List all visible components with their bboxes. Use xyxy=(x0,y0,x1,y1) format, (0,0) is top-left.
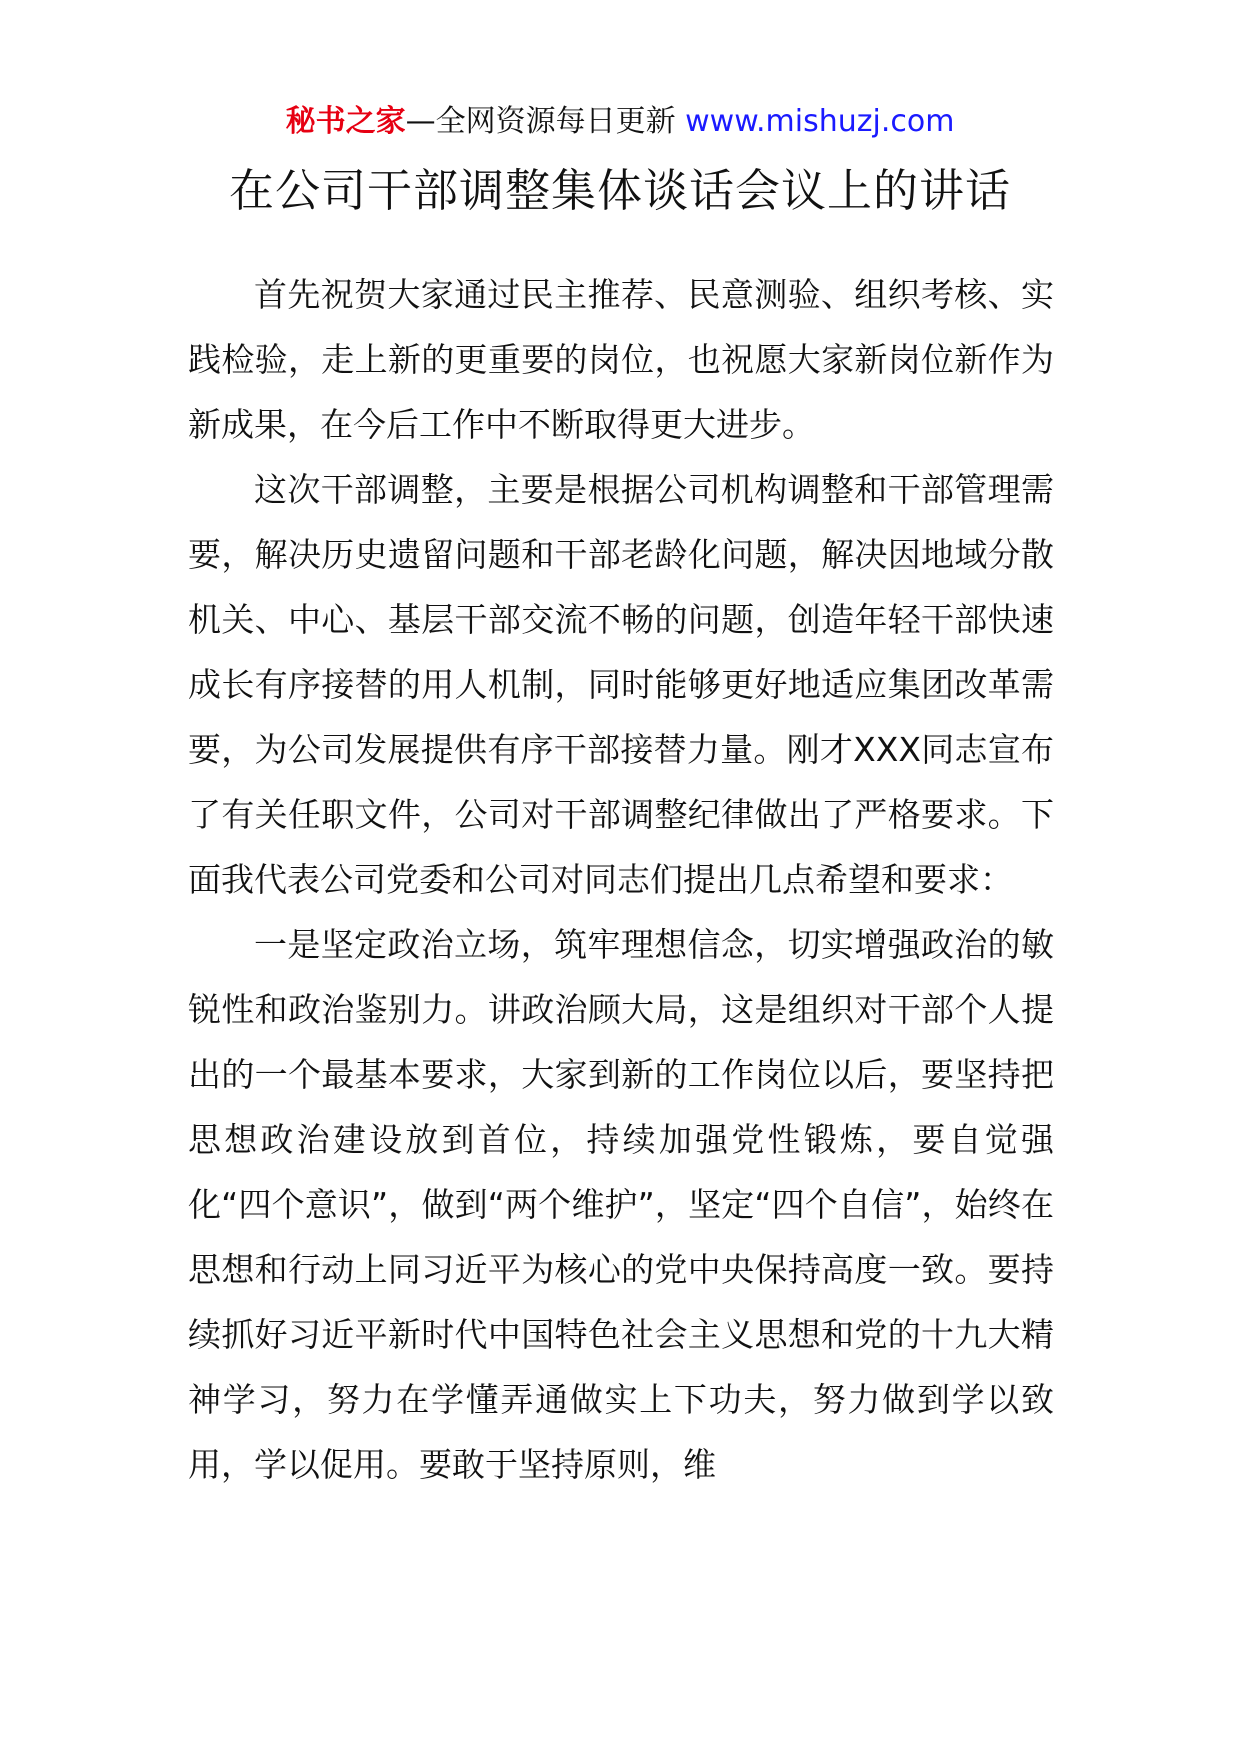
site-url-link[interactable]: www.mishuzj.com xyxy=(685,104,955,139)
paragraph-point-one: 一是坚定政治立场，筑牢理想信念，切实增强政治的敏锐性和政治鉴别力。讲政治顾大局，这是组织对干部个人提出的一个最基本要求，大家到新的工作岗位以后，要坚持把思想政治建设放到首位，持续加强党性锻炼，要自觉强化“四个意识”，做到“两个维护”，坚定“四个自信”，始终在思想和行动上同习近平为核心的党中央保持高度一致。要持续抓好习近平新时代中国特色社会主义思想和党的十九大精神学习，努力在学懂弄通做实上下功夫，努力做到学以致用，学以促用。要敢于坚持原则，维 xyxy=(188,925,1054,1484)
paragraph-congratulations: 首先祝贺大家通过民主推荐、民意测验、组织考核、实践检验，走上新的更重要的岗位，也祝愿大家新岗位新作为新成果，在今后工作中不断取得更大进步。 xyxy=(188,275,1054,444)
document-title: 在公司干部调整集体谈话会议上的讲话 xyxy=(228,164,1011,217)
paragraph-adjustment-purpose: 这次干部调整，主要是根据公司机构调整和干部管理需要，解决历史遗留问题和干部老龄化问题，解决因地域分散机关、中心、基层干部交流不畅的问题，创造年轻干部快速成长有序接替的用人机制，同时能够更好地适应集团改革需要，为公司发展提供有序干部接替力量。刚才XXX同志宣布了有关任职文件，公司对干部调整纪律做出了严格要求。下面我代表公司党委和公司对同志们提出几点希望和要求： xyxy=(188,470,1054,899)
site-tagline: —全网资源每日更新 xyxy=(405,104,676,139)
document-body xyxy=(188,262,1054,1497)
brand-name: 秘书之家 xyxy=(285,104,406,139)
site-header xyxy=(0,102,1240,142)
